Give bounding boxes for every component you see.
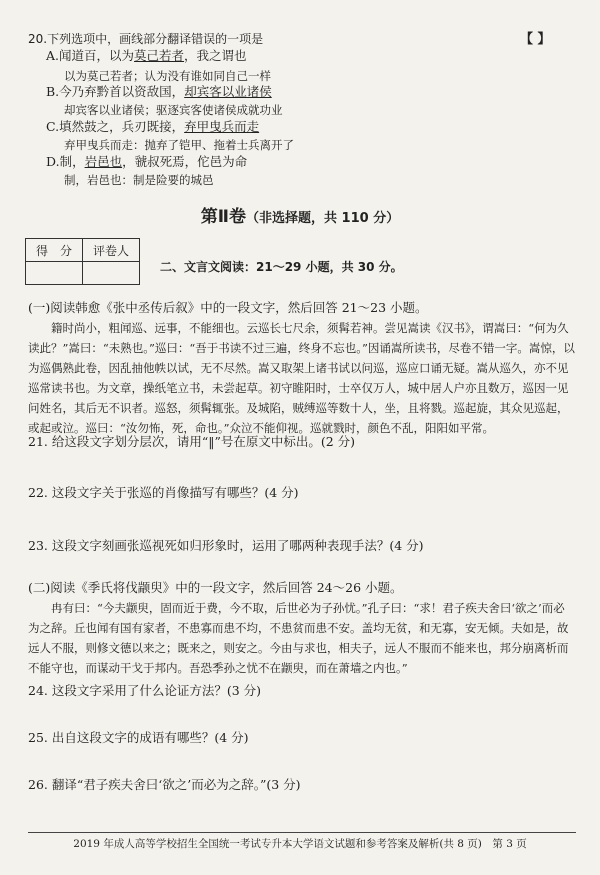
q20-option-d: D.制，岩邑也，虢叔死焉，佗邑为命 — [46, 154, 248, 169]
question-22: 22. 这段文字关于张巡的肖像描写有哪些？(4 分) — [28, 485, 299, 500]
part2-heading: 二、文言文阅读：21～29 小题，共 30 分。 — [160, 260, 403, 274]
q20-option-c: C.填然鼓之，兵刃既接，弃甲曳兵而走 — [46, 119, 260, 134]
passage1-text: 籍时尚小，粗闻巡、远事，不能细也。云巡长七尺余，须髯若神。尝见嵩读《汉书》，谓嵩曰：“何为久读此？”嵩曰：“未熟也。”巡曰：“吾于书读不过三遍，终身不忘也。”因诵嵩所读书，尽卷不错一字。嵩惊，以为巡偶熟此卷，因乱抽他帙以试，无不尽然。嵩又取架上诸书试以问巡，巡应口诵无疑。嵩从巡久，亦不见巡常读书也。为文章，操纸笔立书，未尝起草。初守睢阳时，士卒仅万人，城中居人户亦且数万，巡因一见问姓名，其后无不识者。巡怒，须髯辄张。及城陷，贼缚巡等数十人，坐，且将戮。巡起旋，其众见巡起，或起或泣。巡曰：“汝勿怖，死，命也。”众泣不能仰视。巡就戮时，颜色不乱，阳阳如平常。 — [28, 321, 575, 435]
question-25: 25. 出自这段文字的成语有哪些？(4 分) — [28, 730, 249, 745]
passage1-intro: (一)阅读韩愈《张中丞传后叙》中的一段文字，然后回答 21～23 小题。 — [28, 300, 428, 315]
score-table-header-score: 得 分 — [26, 239, 83, 262]
question-23: 23. 这段文字刻画张巡视死如归形象时，运用了哪两种表现手法？(4 分) — [28, 538, 424, 553]
answer-bracket: 【 】 — [520, 32, 551, 47]
q20-option-b-translation: 却宾客以业诸侯；驱逐宾客使诸侯成就功业 — [64, 103, 283, 117]
q20-option-a-translation: 以为莫己若者；认为没有谁如同自己一样 — [64, 69, 271, 83]
score-table — [25, 238, 140, 285]
score-cell — [26, 262, 83, 285]
q20-option-b: B.今乃弃黔首以资敌国，却宾客以业诸侯 — [46, 84, 272, 99]
page-footer: 2019 年成人高等学校招生全国统一考试专升本大学语文试题和参考答案及解析(共 8 页) 第 3 页 — [73, 838, 527, 850]
q20-option-a: A.闻道百，以为莫己若者，我之谓也 — [46, 48, 247, 63]
grader-cell — [83, 262, 140, 285]
q20-option-d-translation: 制，岩邑也：制是险要的城邑 — [64, 173, 214, 187]
q20-stem: 20.下列选项中，画线部分翻译错误的一项是 — [28, 32, 264, 46]
question-21: 21. 给这段文字划分层次，请用“‖”号在原文中标出。(2 分) — [28, 434, 356, 449]
passage2-intro: (二)阅读《季氏将伐颛臾》中的一段文字，然后回答 24～26 小题。 — [28, 580, 403, 595]
footer-divider — [28, 832, 576, 833]
passage2-text: 冉有曰：“今夫颛臾，固而近于费，今不取，后世必为子孙忧。”孔子曰：“求！君子疾夫舍曰‘欲之’而必为之辞。丘也闻有国有家者，不患寡而患不均，不患贫而患不安。盖均无贫，和无寡，安无倾。夫如是，故远人不服，则修文德以来之；既来之，则安之。今由与求也，相夫子，远人不服而不能来也，邦分崩离析而不能守也，而谋动干戈于邦内。吾恐季孙之忧不在颛臾，而在萧墙之内也。” — [28, 601, 569, 675]
question-24: 24. 这段文字采用了什么论证方法？(3 分) — [28, 683, 262, 698]
score-table-header-grader: 评卷人 — [83, 239, 140, 262]
question-26: 26. 翻译“君子疾夫舍曰‘欲之’而必为之辞。”(3 分) — [28, 777, 301, 792]
q20-option-c-translation: 弃甲曳兵而走：抛弃了铠甲、拖着士兵离开了 — [64, 138, 294, 152]
section-title: 第Ⅱ卷（非选择题，共 110 分） — [200, 207, 400, 227]
